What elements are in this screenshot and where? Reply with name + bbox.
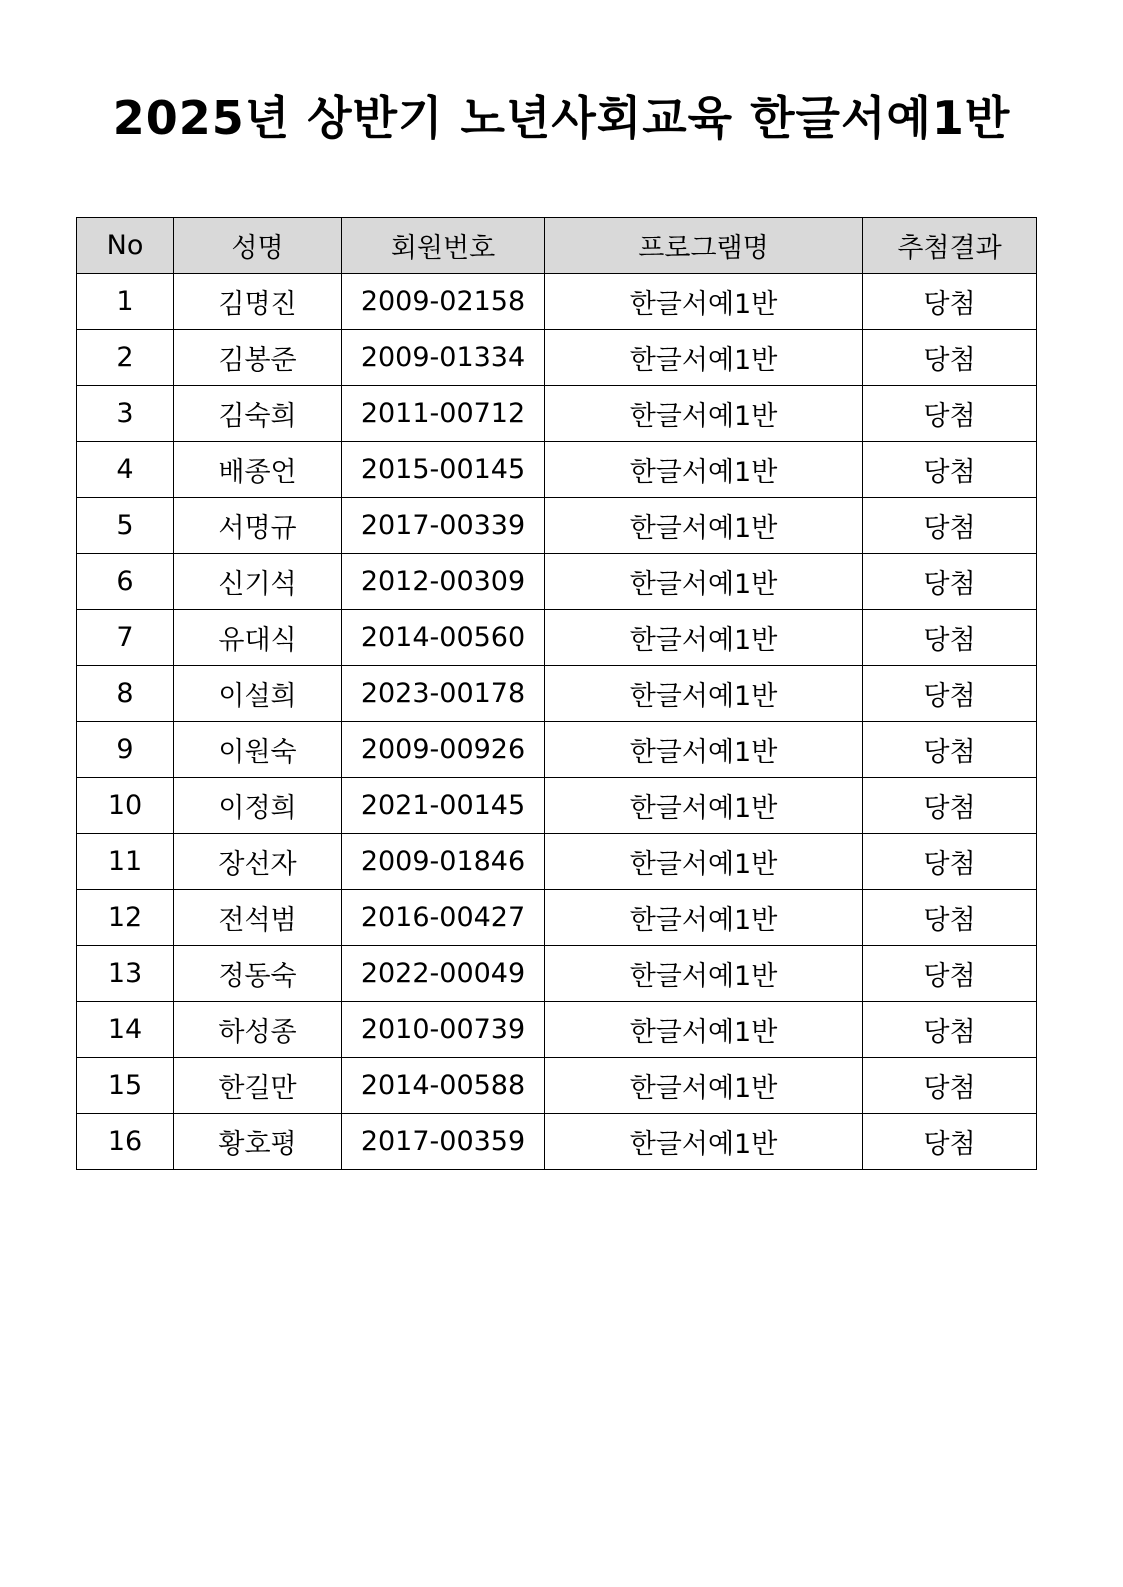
- table-row: [77, 1058, 1037, 1114]
- cell-program-name: 한글서예1반: [545, 1002, 863, 1058]
- cell-no: 6: [77, 554, 174, 610]
- cell-program-name: 한글서예1반: [545, 1114, 863, 1170]
- header-program-name: 프로그램명: [545, 218, 863, 274]
- table-row: [77, 778, 1037, 834]
- cell-lottery-result: 당첨: [863, 610, 1037, 666]
- header-lottery-result: 추첨결과: [863, 218, 1037, 274]
- cell-name: 장선자: [174, 834, 342, 890]
- cell-lottery-result: 당첨: [863, 386, 1037, 442]
- cell-member-number: 2015-00145: [342, 442, 545, 498]
- cell-member-number: 2011-00712: [342, 386, 545, 442]
- cell-no: 12: [77, 890, 174, 946]
- table-row: [77, 498, 1037, 554]
- lottery-result-table: [76, 217, 1037, 1170]
- cell-name: 정동숙: [174, 946, 342, 1002]
- cell-name: 전석범: [174, 890, 342, 946]
- cell-program-name: 한글서예1반: [545, 610, 863, 666]
- table-row: [77, 330, 1037, 386]
- cell-program-name: 한글서예1반: [545, 946, 863, 1002]
- cell-lottery-result: 당첨: [863, 498, 1037, 554]
- cell-program-name: 한글서예1반: [545, 442, 863, 498]
- cell-no: 13: [77, 946, 174, 1002]
- cell-program-name: 한글서예1반: [545, 778, 863, 834]
- cell-member-number: 2009-02158: [342, 274, 545, 330]
- cell-lottery-result: 당첨: [863, 834, 1037, 890]
- cell-lottery-result: 당첨: [863, 666, 1037, 722]
- cell-program-name: 한글서예1반: [545, 330, 863, 386]
- cell-lottery-result: 당첨: [863, 1058, 1037, 1114]
- cell-program-name: 한글서예1반: [545, 1058, 863, 1114]
- cell-no: 10: [77, 778, 174, 834]
- cell-name: 이원숙: [174, 722, 342, 778]
- cell-program-name: 한글서예1반: [545, 666, 863, 722]
- header-name: 성명: [174, 218, 342, 274]
- table-row: [77, 1002, 1037, 1058]
- cell-name: 한길만: [174, 1058, 342, 1114]
- cell-no: 2: [77, 330, 174, 386]
- cell-member-number: 2022-00049: [342, 946, 545, 1002]
- cell-name: 김명진: [174, 274, 342, 330]
- cell-lottery-result: 당첨: [863, 1002, 1037, 1058]
- header-no: No: [77, 218, 174, 274]
- cell-name: 황호평: [174, 1114, 342, 1170]
- cell-no: 5: [77, 498, 174, 554]
- cell-name: 신기석: [174, 554, 342, 610]
- cell-lottery-result: 당첨: [863, 722, 1037, 778]
- cell-name: 하성종: [174, 1002, 342, 1058]
- cell-lottery-result: 당첨: [863, 554, 1037, 610]
- cell-no: 15: [77, 1058, 174, 1114]
- cell-program-name: 한글서예1반: [545, 722, 863, 778]
- cell-name: 이정희: [174, 778, 342, 834]
- header-member-number: 회원번호: [342, 218, 545, 274]
- cell-no: 1: [77, 274, 174, 330]
- cell-program-name: 한글서예1반: [545, 386, 863, 442]
- cell-name: 유대식: [174, 610, 342, 666]
- table-row: [77, 386, 1037, 442]
- cell-member-number: 2014-00560: [342, 610, 545, 666]
- cell-program-name: 한글서예1반: [545, 498, 863, 554]
- cell-lottery-result: 당첨: [863, 778, 1037, 834]
- cell-no: 7: [77, 610, 174, 666]
- table-row: [77, 1114, 1037, 1170]
- cell-no: 9: [77, 722, 174, 778]
- cell-name: 서명규: [174, 498, 342, 554]
- table-header-row: [77, 218, 1037, 274]
- cell-lottery-result: 당첨: [863, 1114, 1037, 1170]
- cell-program-name: 한글서예1반: [545, 834, 863, 890]
- cell-lottery-result: 당첨: [863, 890, 1037, 946]
- cell-name: 이설희: [174, 666, 342, 722]
- page-title: 2025년 상반기 노년사회교육 한글서예1반: [112, 91, 1011, 145]
- table-row: [77, 442, 1037, 498]
- cell-name: 김봉준: [174, 330, 342, 386]
- table-row: [77, 274, 1037, 330]
- cell-member-number: 2009-01334: [342, 330, 545, 386]
- cell-no: 14: [77, 1002, 174, 1058]
- cell-member-number: 2014-00588: [342, 1058, 545, 1114]
- cell-lottery-result: 당첨: [863, 330, 1037, 386]
- cell-no: 4: [77, 442, 174, 498]
- cell-member-number: 2017-00339: [342, 498, 545, 554]
- cell-program-name: 한글서예1반: [545, 890, 863, 946]
- cell-no: 8: [77, 666, 174, 722]
- cell-member-number: 2021-00145: [342, 778, 545, 834]
- cell-member-number: 2009-01846: [342, 834, 545, 890]
- cell-program-name: 한글서예1반: [545, 274, 863, 330]
- cell-no: 11: [77, 834, 174, 890]
- cell-no: 3: [77, 386, 174, 442]
- table-row: [77, 946, 1037, 1002]
- table-row: [77, 554, 1037, 610]
- table-row: [77, 666, 1037, 722]
- cell-member-number: 2009-00926: [342, 722, 545, 778]
- cell-member-number: 2016-00427: [342, 890, 545, 946]
- table-row: [77, 610, 1037, 666]
- cell-member-number: 2017-00359: [342, 1114, 545, 1170]
- cell-lottery-result: 당첨: [863, 946, 1037, 1002]
- cell-lottery-result: 당첨: [863, 442, 1037, 498]
- cell-program-name: 한글서예1반: [545, 554, 863, 610]
- table-row: [77, 834, 1037, 890]
- table-row: [77, 722, 1037, 778]
- cell-member-number: 2023-00178: [342, 666, 545, 722]
- cell-member-number: 2012-00309: [342, 554, 545, 610]
- cell-member-number: 2010-00739: [342, 1002, 545, 1058]
- table-body: [77, 274, 1037, 1170]
- cell-name: 배종언: [174, 442, 342, 498]
- cell-no: 16: [77, 1114, 174, 1170]
- cell-lottery-result: 당첨: [863, 274, 1037, 330]
- cell-name: 김숙희: [174, 386, 342, 442]
- table-row: [77, 890, 1037, 946]
